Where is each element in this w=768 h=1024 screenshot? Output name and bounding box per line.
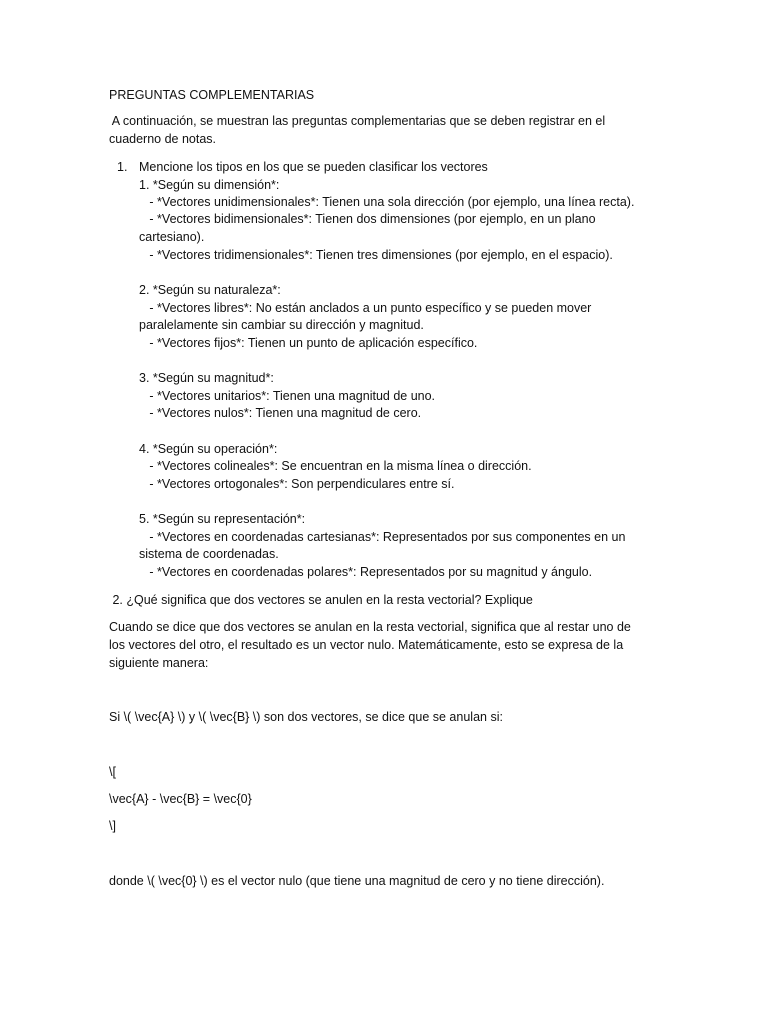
list-item: paralelamente sin cambiar su dirección y magnitud. (139, 318, 424, 332)
equation-open: \[ (109, 765, 116, 779)
list-item: cartesiano). (139, 230, 205, 244)
list-item: - *Vectores en coordenadas polares*: Representados por su magnitud y ángulo. (139, 565, 593, 579)
list-item: - *Vectores fijos*: Tienen un punto de aplicación específico. (139, 336, 478, 350)
question-heading: 2. ¿Qué significa que dos vectores se anulen en la resta vectorial? Explique (109, 593, 533, 607)
list-item: - *Vectores nulos*: Tienen una magnitud de cero. (139, 406, 422, 420)
intro-line: cuaderno de notas. (109, 132, 217, 146)
document-title: PREGUNTAS COMPLEMENTARIAS (109, 88, 315, 102)
equation-close: \] (109, 819, 116, 833)
list-item: - *Vectores bidimensionales*: Tienen dos dimensiones (por ejemplo, en un plano (139, 212, 596, 226)
answer-line: Cuando se dice que dos vectores se anulan en la resta vectorial, significa que al restar uno de (109, 620, 631, 634)
closing-line: donde \( \vec{0} \) es el vector nulo (que tiene una magnitud de cero y no tiene dirección). (109, 874, 605, 888)
list-item: - *Vectores ortogonales*: Son perpendiculares entre sí. (139, 477, 455, 491)
condition-line: Si \( \vec{A} \) y \( \vec{B} \) son dos vectores, se dice que se anulan si: (109, 710, 503, 724)
list-item: - *Vectores colineales*: Se encuentran en la misma línea o dirección. (139, 459, 532, 473)
question-number: 1. (117, 160, 128, 174)
list-item: - *Vectores unitarios*: Tienen una magnitud de uno. (139, 389, 436, 403)
list-item: - *Vectores en coordenadas cartesianas*: Representados por sus componentes en un (139, 530, 626, 544)
list-item: sistema de coordenadas. (139, 547, 279, 561)
question-heading: Mencione los tipos en los que se pueden clasificar los vectores (139, 160, 488, 174)
list-item: 1. *Según su dimensión*: (139, 178, 280, 192)
list-item: 4. *Según su operación*: (139, 442, 278, 456)
list-item: - *Vectores libres*: No están anclados a un punto específico y se pueden mover (139, 301, 592, 315)
list-item: 2. *Según su naturaleza*: (139, 283, 281, 297)
answer-line: siguiente manera: (109, 656, 209, 670)
list-item: - *Vectores unidimensionales*: Tienen una sola dirección (por ejemplo, una línea recta). (139, 195, 635, 209)
list-item: - *Vectores tridimensionales*: Tienen tres dimensiones (por ejemplo, en el espacio). (139, 248, 613, 262)
answer-line: los vectores del otro, el resultado es un vector nulo. Matemáticamente, esto se expresa de la (109, 638, 624, 652)
list-item: 5. *Según su representación*: (139, 512, 306, 526)
list-item: 3. *Según su magnitud*: (139, 371, 274, 385)
equation-line: \vec{A} - \vec{B} = \vec{0} (109, 792, 252, 806)
intro-line: A continuación, se muestran las preguntas complementarias que se deben registrar en el (109, 114, 606, 128)
